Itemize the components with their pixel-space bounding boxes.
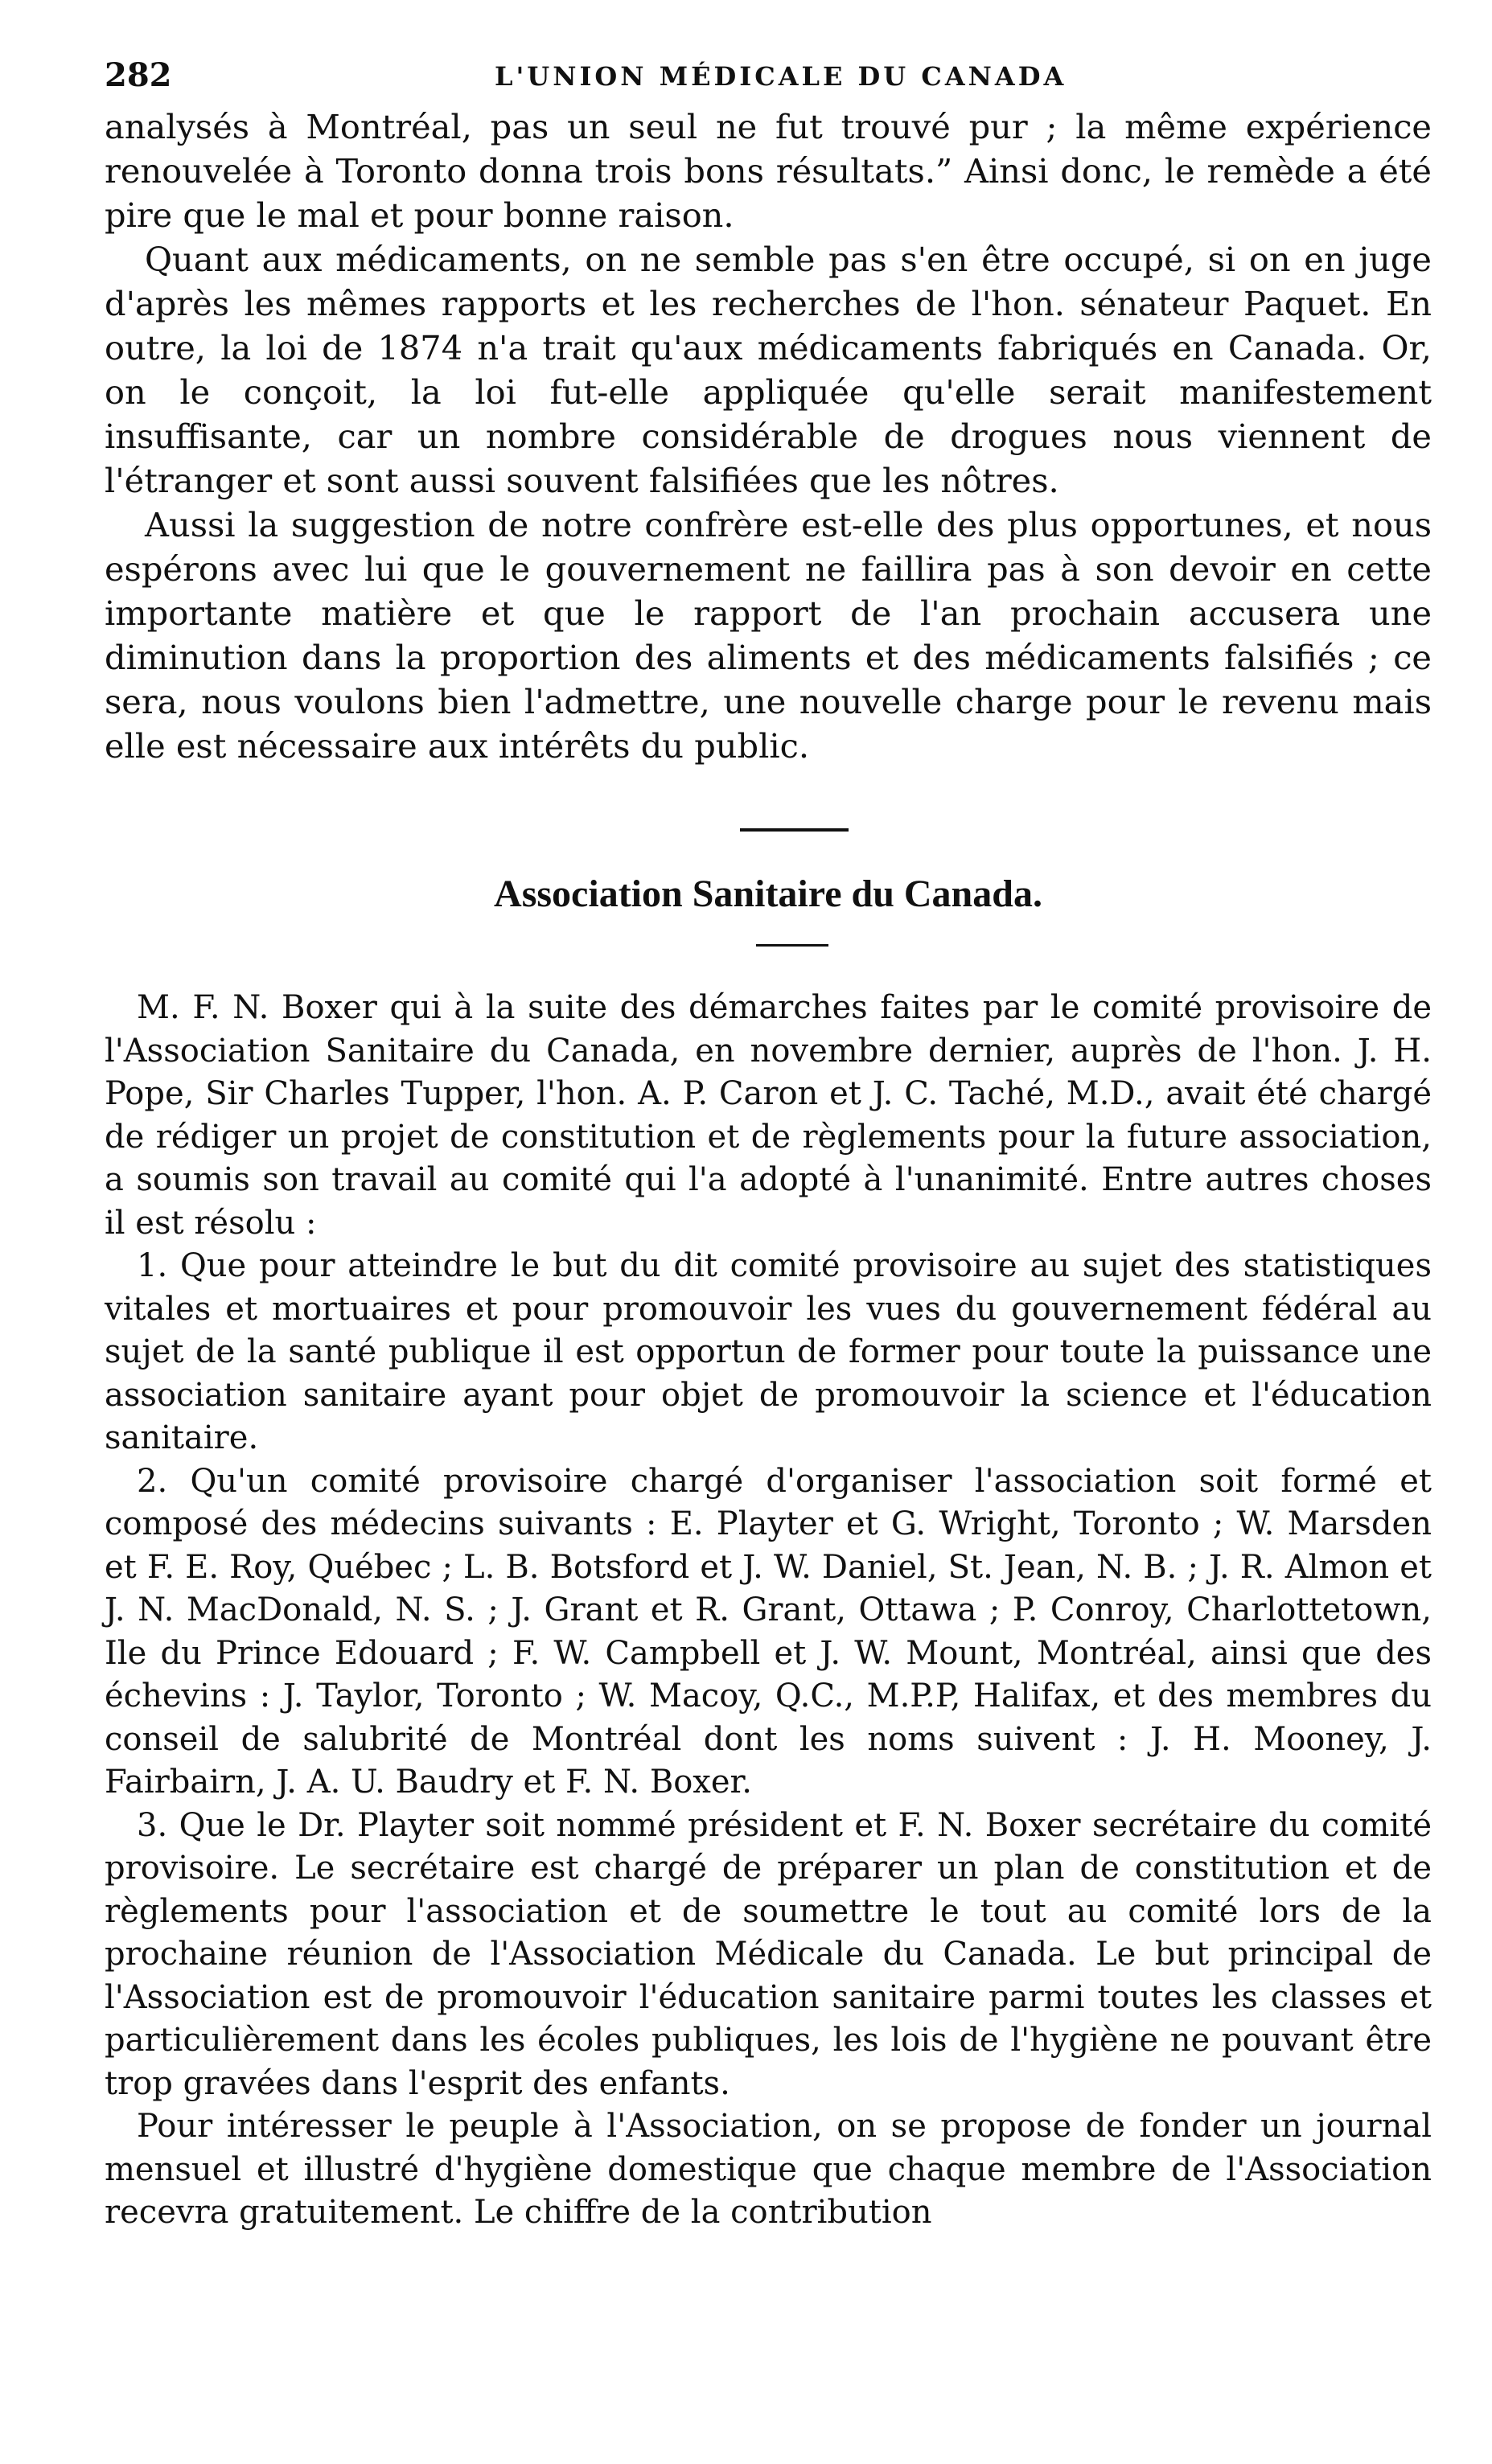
section-title: Association Sanitaire du Canada. [494,873,1042,915]
boxer-paragraph: M. F. N. Boxer qui à la suite des démarches faites par le comité provisoire de l'Association Sanitaire du Canada, en novembre dernier, auprès de l'hon. J. H. Pope, Sir Charles Tupper, l'hon. A. P. Caron et J. C. Taché, M.D., avait été chargé de rédiger un projet de constitution et de règlements pour la future association, a soumis son travail au comité qui l'a adopté à l'unanimité. Entre autres choses il est résolu : [105,989,1432,1242]
resolution-1: 1. Que pour atteindre le but du dit comité provisoire au sujet des statistiques vitales et mortuaires et pour promouvoir les vues du gouvernement fédéral au sujet de la santé publique il est opportun de former pour toute la puissance une association sanitaire ayant pour objet de promouvoir la science et l'éducation sanitaire. [105,1247,1432,1456]
journal-paragraph: Pour intéresser le peuple à l'Association, on se propose de fonder un journal mensuel et illustré d'hygiène domestique que chaque membre de l'Association recevra gratuitement. Le chiffre de la contribution [105,2108,1432,2231]
medicaments-paragraph: Quant aux médicaments, on ne semble pas s'en être occupé, si on en juge d'après les mêmes rapports et les recherches de l'hon. sénateur Paquet. En outre, la loi de 1874 n'a trait qu'aux médicaments fabriqués en Canada. Or, on le conçoit, la loi fut-elle appliquée qu'elle serait manifestement insuffisante, car un nombre considérable de drogues nous viennent de l'étranger et sont aussi souvent falsifiées que les nôtres. [105,240,1432,500]
suggestion-paragraph: Aussi la suggestion de notre confrère est-elle des plus opportunes, et nous espérons avec lui que le gouvernement ne faillira pas à son devoir en cette importante matière et que le rapport de l'an prochain accusera une diminution dans la proportion des aliments et des médicaments falsifiés ; ce sera, nous voulons bien l'admettre, une nouvelle charge pour le revenu mais elle est nécessaire aux intérêts du public. [105,505,1432,766]
page-number: 282 [105,56,172,94]
running-head: L'UNION MÉDICALE DU CANADA [495,61,1067,92]
resolution-2: 2. Qu'un comité provisoire chargé d'organiser l'association soit formé et composé des médecins suivants : E. Playter et G. Wright, Toronto ; W. Marsden et F. E. Roy, Québec ; L. B. Botsford et J. W. Daniel, St. Jean, N. B. ; J. R. Almon et J. N. MacDonald, N. S. ; J. Grant et R. Grant, Ottawa ; P. Conroy, Charlottetown, Ile du Prince Edouard ; F. W. Campbell et J. W. Mount, Montréal, ainsi que des échevins : J. Taylor, Toronto ; W. Macoy, Q.C., M.P.P, Halifax, et des membres du conseil de salubrité de Montréal dont les noms suivent : J. H. Mooney, J. Fairbairn, J. A. U. Baudry et F. N. Boxer. [105,1462,1432,1801]
resolution-3: 3. Que le Dr. Playter soit nommé président et F. N. Boxer secrétaire du comité provisoire. Le secrétaire est chargé de préparer un plan de constitution et de règlements pour l'association et de soumettre le tout au comité lors de la prochaine réunion de l'Association Médicale du Canada. Le but principal de l'Association est de promouvoir l'éducation sanitaire parmi toutes les classes et particulièrement dans les écoles publiques, les lois de l'hygiène ne pouvant être trop gravées dans l'esprit des enfants. [105,1806,1432,2102]
continued-paragraph: analysés à Montréal, pas un seul ne fut trouvé pur ; la même expérience renouvelée à Toronto donna trois bons résultats.” Ainsi donc, le remède a été pire que le mal et pour bonne raison. [105,107,1432,235]
page-header [105,48,1432,105]
title-underline [756,944,828,947]
section-divider [740,828,849,832]
